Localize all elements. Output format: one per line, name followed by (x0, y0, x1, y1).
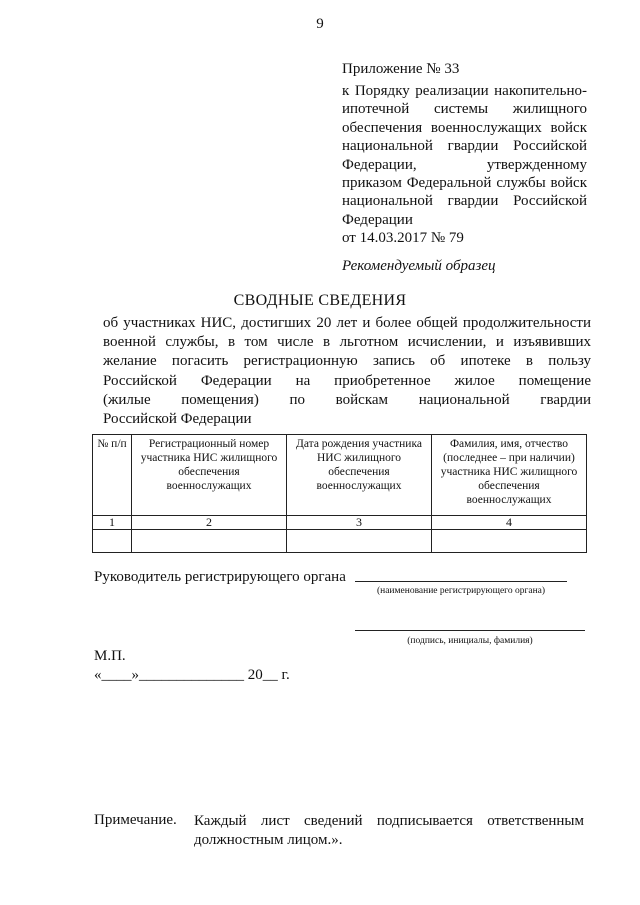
appendix-line: от 14.03.2017 № 79 (342, 230, 464, 247)
subtitle-line: желание погасить регистрационную запись об ипотеке в пользу (103, 353, 591, 370)
page-number: 9 (316, 16, 324, 32)
note-label: Примечание. (94, 812, 177, 828)
registering-body-name-caption: (наименование регистрирующего органа) (376, 586, 546, 596)
table-row (93, 530, 587, 553)
column-number: 3 (287, 516, 432, 530)
appendix-line: Федерации (342, 211, 413, 228)
appendix-line: приказом Федеральной службы войск (342, 175, 587, 192)
subtitle-line: (жилые помещения) по войскам национальной гвардии (103, 391, 591, 408)
appendix-line: национальной гвардии Российской (342, 138, 587, 155)
appendix-reference (342, 82, 587, 248)
table-cell[interactable] (287, 530, 432, 553)
col-header-birth-date: Дата рождения участника НИС жилищного обеспечения военнослужащих (287, 435, 432, 516)
subtitle-line: Российской Федерации (103, 411, 252, 428)
table-cell[interactable] (132, 530, 287, 553)
signature-caption: (подпись, инициалы, фамилия) (407, 636, 533, 646)
participants-table (92, 434, 587, 553)
signature-line[interactable] (355, 630, 585, 631)
column-number: 4 (432, 516, 587, 530)
document-title: СВОДНЫЕ СВЕДЕНИЯ (233, 292, 407, 309)
appendix-line: обеспечения военнослужащих войск (342, 119, 587, 136)
note-line: должностным лицом.». (194, 832, 343, 848)
recommended-sample-label: Рекомендуемый образец (342, 258, 496, 274)
date-line: «____»______________ 20__ г. (94, 667, 290, 683)
table-cell[interactable] (93, 530, 132, 553)
column-number: 1 (93, 516, 132, 530)
subtitle-line: об участниках НИС, достигших 20 лет и более общей продолжительности (103, 315, 591, 331)
table-cell[interactable] (432, 530, 587, 553)
appendix-title: Приложение № 33 (342, 61, 460, 77)
note-line: Каждый лист сведений подписывается ответственным (194, 813, 584, 829)
registering-body-name-line[interactable] (355, 581, 567, 582)
col-header-full-name: Фамилия, имя, отчество (последнее – при наличии) участника НИС жилищного обеспечения военнослужащих (432, 435, 587, 516)
appendix-line: ипотечной системы жилищного (342, 101, 587, 118)
appendix-line: национальной гвардии Российской (342, 193, 587, 210)
appendix-line: к Порядку реализации накопительно- (342, 83, 587, 99)
subtitle-line: Российской Федерации на приобретенное жилое помещение (103, 372, 591, 389)
table-column-numbers-row (93, 516, 587, 530)
head-of-registering-body-label: Руководитель регистрирующего органа (94, 569, 346, 585)
table-header-row (93, 435, 587, 516)
stamp-place-label: М.П. (94, 648, 126, 664)
subtitle-line: военной службы, в том числе в льготном исчислении, и изъявивших (103, 334, 591, 351)
note-text (194, 812, 584, 850)
column-number: 2 (132, 516, 287, 530)
document-subtitle (103, 314, 591, 429)
col-header-number: № п/п (93, 435, 132, 516)
appendix-line: Федерации, утвержденному (342, 156, 587, 173)
col-header-reg-number: Регистрационный номер участника НИС жилищного обеспечения военнослужащих (132, 435, 287, 516)
